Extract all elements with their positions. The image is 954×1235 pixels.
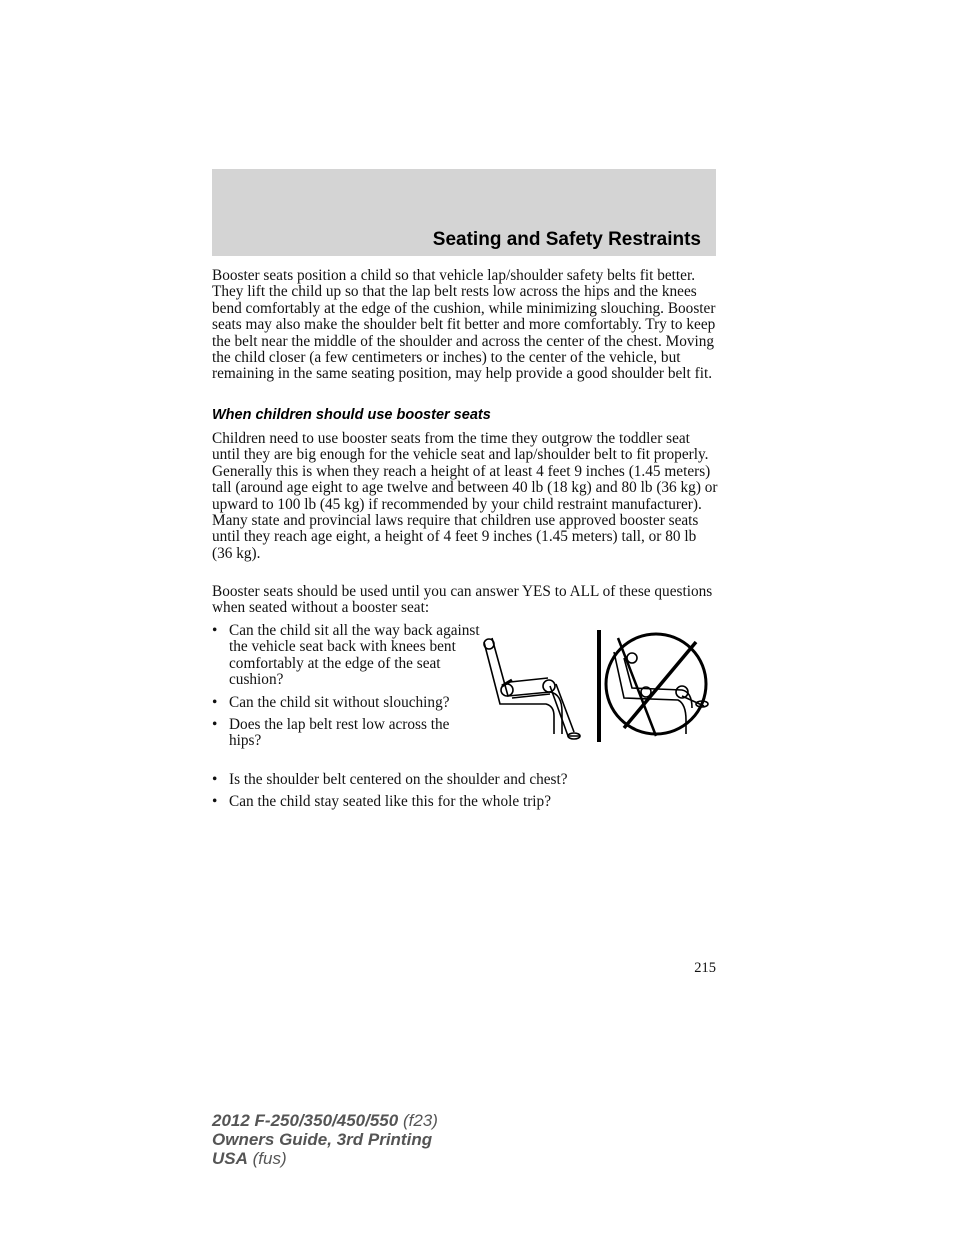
list-item-text: Is the shoulder belt centered on the shoulder and chest?	[229, 771, 568, 788]
incorrect-fit-seat-icon	[606, 634, 708, 736]
bullet-icon: •	[212, 793, 218, 811]
list-item-text: Can the child sit all the way back against the vehicle seat back with knees bent comfortably at the edge of the seat cushion?	[229, 622, 480, 689]
footer-line-region: USA (fus)	[212, 1149, 287, 1168]
bullet-icon: •	[212, 771, 218, 788]
page-number: 215	[694, 960, 716, 976]
bullet-icon: •	[212, 716, 218, 734]
list-item	[212, 717, 484, 750]
footer-line-guide: Owners Guide, 3rd Printing	[212, 1130, 433, 1149]
intro-paragraph: Booster seats position a child so that vehicle lap/shoulder safety belts fit better. They lift the child up so that the lap belt rests low across the hips and the knees bend comfortably at the edge of the cushion, while minimizing slouching. Booster seats may also make the shoulder belt fit better and more comfortably. Try to keep the belt near the middle of the shoulder and across the center of the chest. Moving the child closer (a few centimeters or inches) to the center of the vehicle, but remaining in the same seating position, may help provide a good shoulder belt fit.	[212, 267, 716, 383]
correct-fit-seat-icon	[484, 638, 580, 739]
list-item-text: Does the lap belt rest low across the hips?	[229, 716, 450, 750]
subheading-booster-seats: When children should use booster seats	[212, 407, 491, 423]
footer-line-model: 2012 F-250/350/450/550 (f23)	[212, 1111, 438, 1130]
checklist-upper	[212, 623, 484, 750]
bullet-icon: •	[212, 693, 218, 711]
divider-bar	[597, 630, 601, 742]
list-item	[212, 772, 568, 788]
list-item	[212, 623, 484, 689]
list-item	[212, 695, 484, 711]
bullet-icon: •	[212, 622, 218, 639]
document-footer	[212, 1111, 438, 1168]
section-header-band	[212, 169, 716, 256]
section-title: Seating and Safety Restraints	[432, 229, 701, 250]
list-item-text: Can the child sit without slouching?	[229, 693, 450, 711]
list-item-text: Can the child stay seated like this for the whole trip?	[229, 793, 551, 811]
when-paragraph: Children need to use booster seats from the time they outgrow the toddler seat until they are big enough for the vehicle seat and lap/shoulder belt to fit properly. Generally this is when they reach a height of at least 4 feet 9 inches (1.45 meters) tall (around age eight to age twelve and between 40 lb (18 kg) and 80 lb (36 kg) or upward to 100 lb (45 kg) if recommended by your child restraint manufacturer). Many state and provincial laws require that children use approved booster seats until they reach age eight, a height of 4 feet 9 inches (1.45 meters) tall, or 80 lb (36 kg).	[212, 430, 718, 562]
until-paragraph: Booster seats should be used until you can answer YES to ALL of these questions when seated without a booster seat:	[212, 583, 713, 617]
checklist-lower	[212, 772, 568, 811]
list-item	[212, 794, 568, 810]
booster-seat-illustration	[478, 628, 714, 744]
